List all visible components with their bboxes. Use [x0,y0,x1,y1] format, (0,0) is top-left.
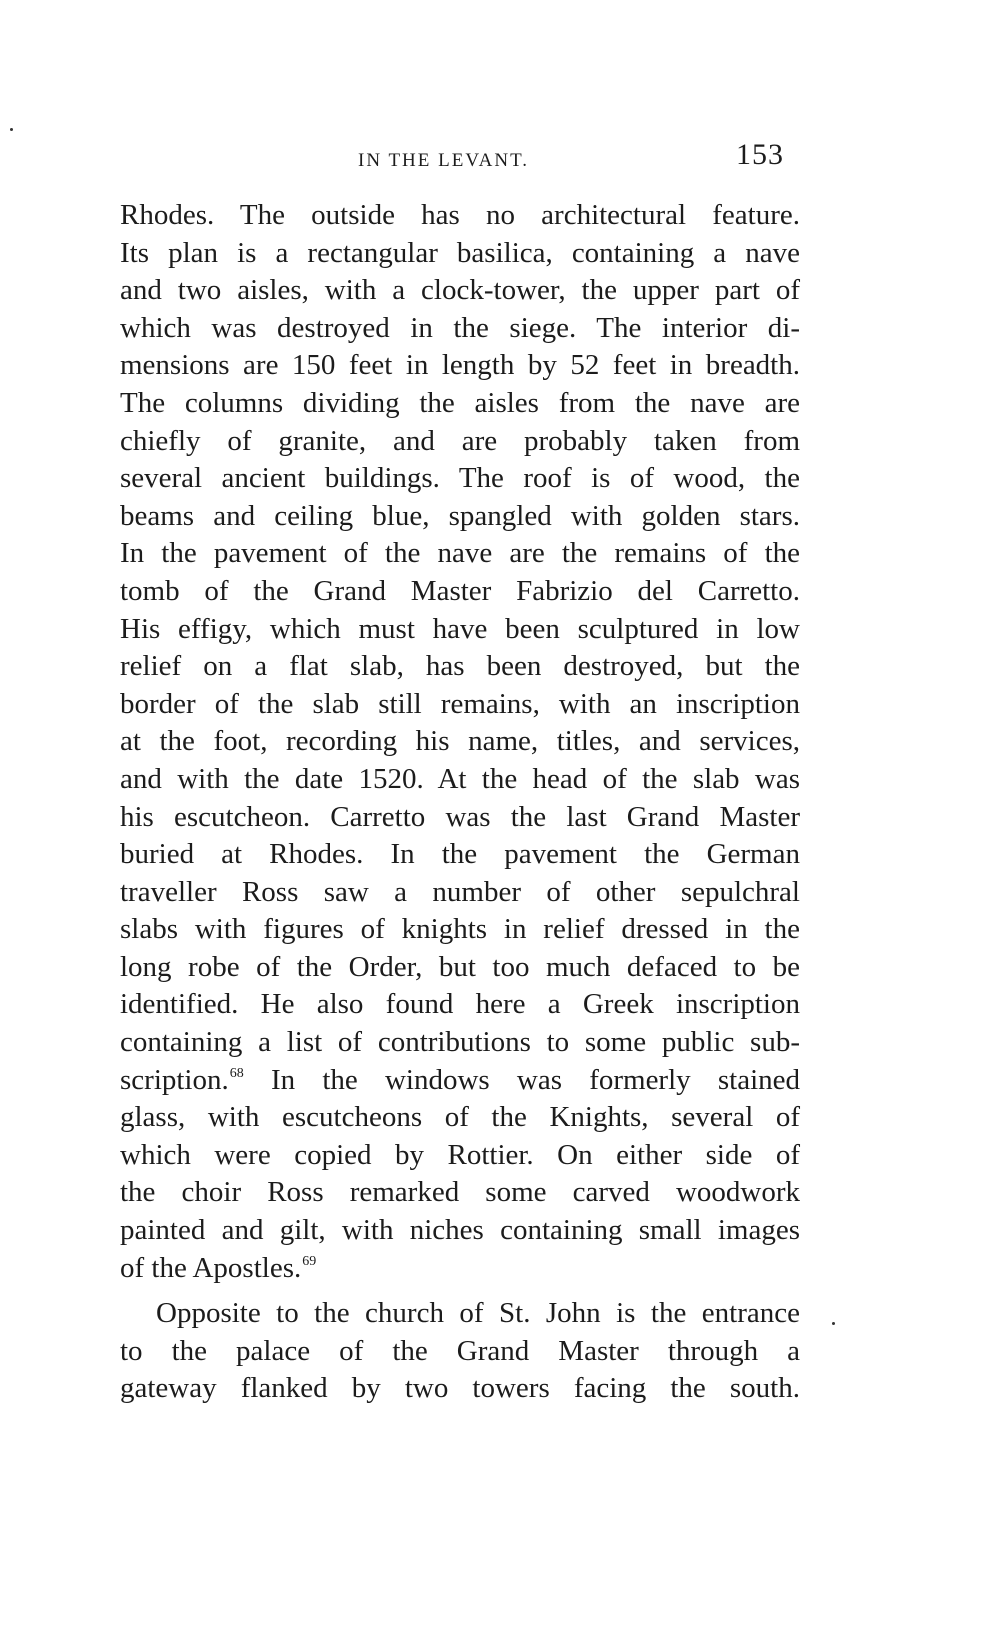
text-line: at the foot, recording his name, titles, and services, [120,725,800,758]
text-line: the choir Ross remarked some carved woodwork [120,1176,800,1209]
text-line: to the palace of the Grand Master through a [120,1334,800,1367]
text-fragment: scription. [120,1063,229,1096]
footnote-reference: 68 [229,1065,244,1081]
text-line: tomb of the Grand Master Fabrizio del Carretto. [120,574,800,607]
page-number: 153 [736,138,784,171]
text-line: Rhodes. The outside has no architectural feature. [120,199,800,231]
text-line-with-note [120,1250,800,1288]
text-line: which were copied by Rottier. On either side of [120,1138,800,1171]
text-line: buried at Rhodes. In the pavement the German [120,838,800,871]
text-line: beams and ceiling blue, spangled with golden stars. [120,499,800,532]
ink-speck [832,1322,835,1325]
ink-speck [10,128,13,131]
text-line: mensions are 150 feet in length by 52 feet in breadth. [120,349,800,382]
paragraph-first-line: Opposite to the church of St. John is the entrance [156,1297,800,1330]
text-line: painted and gilt, with niches containing small images [120,1214,800,1247]
text-line: slabs with figures of knights in relief dressed in the [120,913,800,946]
text-line: long robe of the Order, but too much defaced to be [120,950,800,983]
text-line: In the pavement of the nave are the remains of the [120,537,800,570]
text-line: and with the date 1520. At the head of the slab was [120,762,800,795]
text-line-with-note [120,1062,800,1100]
running-title: IN THE LEVANT. [358,150,530,171]
text-line: several ancient buildings. The roof is of wood, the [120,462,800,495]
text-fragment: of the Apostles. [120,1251,302,1284]
text-line: traveller Ross saw a number of other sepulchral [120,875,800,908]
text-line: The columns dividing the aisles from the nave are [120,386,800,419]
body-text [120,197,800,1408]
text-line: glass, with escutcheons of the Knights, several of [120,1101,800,1134]
text-line: which was destroyed in the siege. The interior di- [120,311,800,344]
text-line: chiefly of granite, and are probably taken from [120,424,800,457]
text-line: Its plan is a rectangular basilica, containing a nave [120,236,800,269]
text-line: His effigy, which must have been sculptured in low [120,612,800,645]
text-line: relief on a flat slab, has been destroyed, but the [120,650,800,683]
text-fragment: In the windows was formerly stained [243,1063,800,1096]
text-line: and two aisles, with a clock-tower, the upper part of [120,274,800,307]
text-line: containing a list of contributions to some public sub- [120,1026,800,1059]
text-line: his escutcheon. Carretto was the last Grand Master [120,800,800,833]
running-head [0,138,1000,178]
text-line: border of the slab still remains, with an inscription [120,687,800,720]
footnote-reference: 69 [302,1253,317,1269]
text-line: identified. He also found here a Greek inscription [120,988,800,1021]
text-line: gateway flanked by two towers facing the south. [120,1372,800,1405]
